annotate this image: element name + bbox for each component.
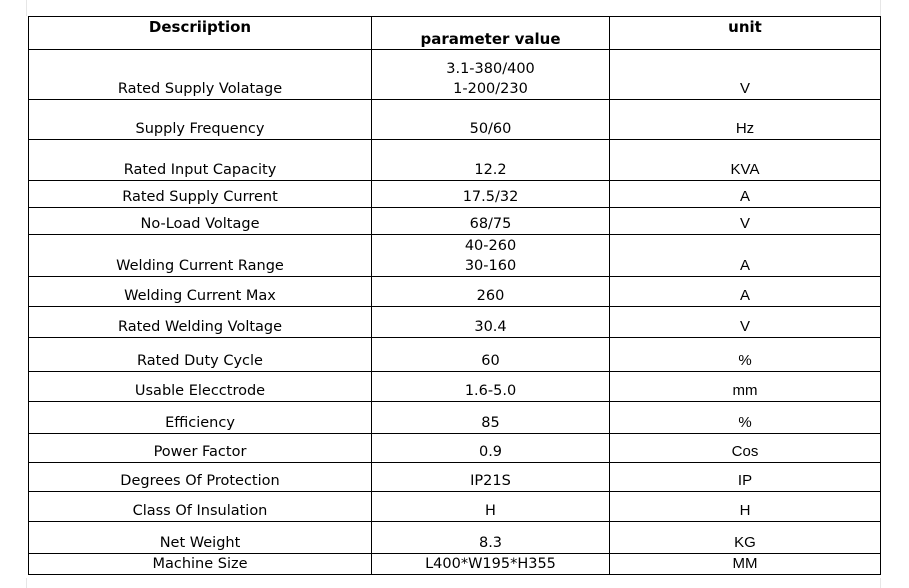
row-parameter-value bbox=[372, 554, 610, 575]
header-unit: unit bbox=[610, 17, 881, 50]
row-unit: KVA bbox=[610, 140, 881, 181]
row-parameter-value bbox=[372, 434, 610, 463]
row-unit: % bbox=[610, 338, 881, 372]
row-description: Power Factor bbox=[29, 434, 372, 463]
value-line: 3.1-380/400 bbox=[446, 61, 535, 77]
row-parameter-value bbox=[372, 492, 610, 522]
frame-edge-left bbox=[26, 0, 27, 16]
table-row bbox=[29, 338, 881, 372]
value-line: 17.5/32 bbox=[462, 189, 519, 205]
row-parameter-value bbox=[372, 181, 610, 208]
table-row bbox=[29, 434, 881, 463]
row-unit: H bbox=[610, 492, 881, 522]
row-unit: V bbox=[610, 307, 881, 338]
table-row bbox=[29, 235, 881, 277]
row-parameter-value bbox=[372, 463, 610, 492]
row-unit: V bbox=[610, 208, 881, 235]
value-line: H bbox=[485, 503, 496, 519]
row-description: Welding Current Max bbox=[29, 277, 372, 307]
row-unit: MM bbox=[610, 554, 881, 575]
row-description: Rated Supply Current bbox=[29, 181, 372, 208]
table-row bbox=[29, 372, 881, 402]
table-row bbox=[29, 554, 881, 575]
row-unit: IP bbox=[610, 463, 881, 492]
row-description: Rated Input Capacity bbox=[29, 140, 372, 181]
table-row bbox=[29, 181, 881, 208]
value-line: 260 bbox=[476, 288, 505, 304]
frame-edge-right-bottom bbox=[880, 578, 881, 588]
value-line: 30-160 bbox=[464, 258, 517, 274]
value-line: 0.9 bbox=[478, 444, 503, 460]
table-row bbox=[29, 277, 881, 307]
value-line: 68/75 bbox=[469, 216, 512, 232]
value-line: 1-200/230 bbox=[453, 81, 528, 97]
row-unit: A bbox=[610, 235, 881, 277]
frame-edge-right bbox=[880, 0, 881, 16]
row-unit: KG bbox=[610, 522, 881, 554]
value-line: IP21S bbox=[470, 473, 511, 489]
table-row bbox=[29, 140, 881, 181]
row-description: Welding Current Range bbox=[29, 235, 372, 277]
row-description: Net Weight bbox=[29, 522, 372, 554]
row-description: Usable Elecctrode bbox=[29, 372, 372, 402]
value-line: L400*W195*H355 bbox=[425, 556, 556, 572]
row-parameter-value bbox=[372, 235, 610, 277]
value-line: 12.2 bbox=[474, 162, 507, 178]
table-row bbox=[29, 463, 881, 492]
table-row bbox=[29, 402, 881, 434]
value-line: 8.3 bbox=[478, 535, 503, 551]
row-description: Efficiency bbox=[29, 402, 372, 434]
row-unit: Hz bbox=[610, 100, 881, 140]
value-line: 60 bbox=[481, 353, 500, 369]
table-row bbox=[29, 208, 881, 235]
row-unit: % bbox=[610, 402, 881, 434]
row-description: Machine Size bbox=[29, 554, 372, 575]
row-description: Supply Frequency bbox=[29, 100, 372, 140]
row-description: Class Of Insulation bbox=[29, 492, 372, 522]
value-line: 50/60 bbox=[469, 121, 512, 137]
row-unit: A bbox=[610, 181, 881, 208]
table-row bbox=[29, 100, 881, 140]
row-parameter-value bbox=[372, 338, 610, 372]
specification-table bbox=[28, 16, 881, 575]
row-parameter-value bbox=[372, 140, 610, 181]
header-parameter-value: parameter value bbox=[372, 17, 610, 50]
table-row bbox=[29, 492, 881, 522]
table-row bbox=[29, 307, 881, 338]
row-parameter-value bbox=[372, 402, 610, 434]
value-line: 1.6-5.0 bbox=[464, 383, 517, 399]
row-parameter-value bbox=[372, 208, 610, 235]
table-header-row bbox=[29, 17, 881, 50]
row-unit: Cos bbox=[610, 434, 881, 463]
row-unit: V bbox=[610, 50, 881, 100]
table-row bbox=[29, 522, 881, 554]
row-description: Rated Supply Volatage bbox=[29, 50, 372, 100]
row-parameter-value bbox=[372, 50, 610, 100]
row-parameter-value bbox=[372, 522, 610, 554]
row-description: Rated Duty Cycle bbox=[29, 338, 372, 372]
row-unit: mm bbox=[610, 372, 881, 402]
value-line: 30.4 bbox=[474, 319, 507, 335]
header-description: Descriiption bbox=[29, 17, 372, 50]
row-description: Degrees Of Protection bbox=[29, 463, 372, 492]
value-line: 85 bbox=[481, 415, 500, 431]
row-parameter-value bbox=[372, 307, 610, 338]
table-row bbox=[29, 50, 881, 100]
frame-edge-left-bottom bbox=[26, 578, 27, 588]
row-parameter-value bbox=[372, 277, 610, 307]
row-description: Rated Welding Voltage bbox=[29, 307, 372, 338]
row-parameter-value bbox=[372, 372, 610, 402]
value-line: 40-260 bbox=[464, 238, 517, 254]
row-unit: A bbox=[610, 277, 881, 307]
row-description: No-Load Voltage bbox=[29, 208, 372, 235]
table-body bbox=[29, 50, 881, 575]
row-parameter-value bbox=[372, 100, 610, 140]
